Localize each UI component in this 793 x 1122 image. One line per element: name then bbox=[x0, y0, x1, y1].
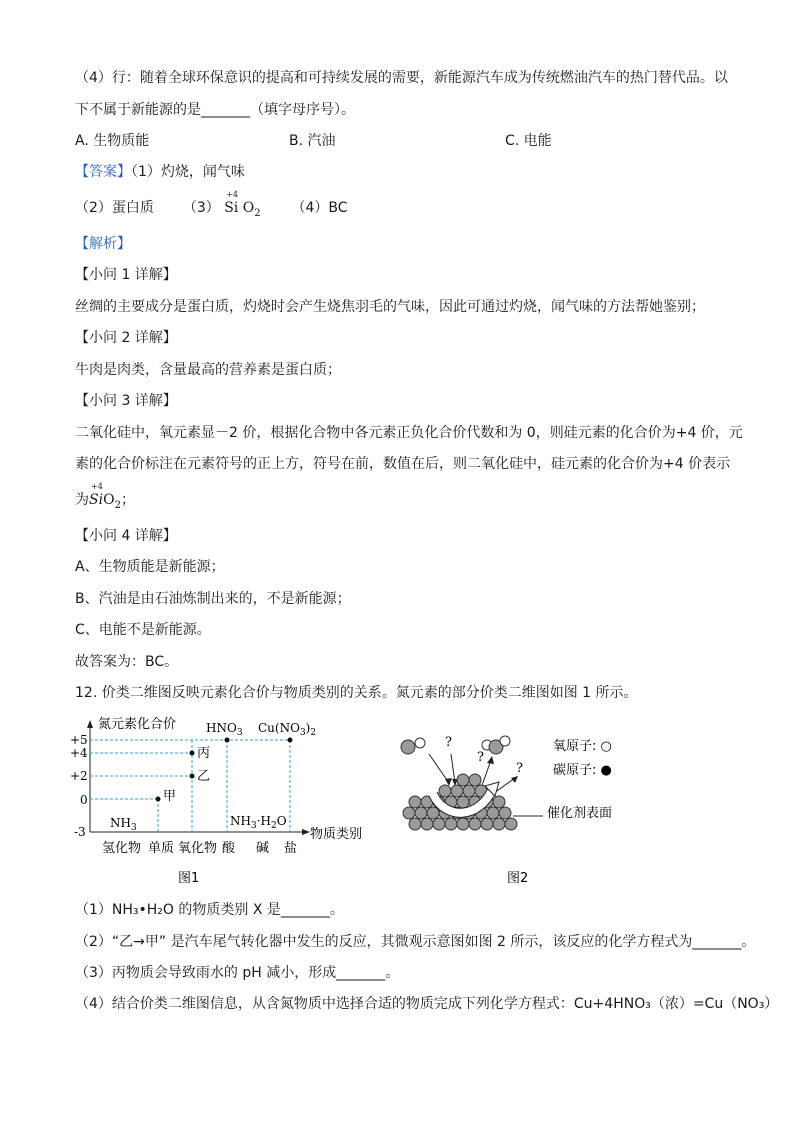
para-4-a: A、生物质能是新能源； bbox=[75, 559, 225, 575]
para-3-line1: 二氧化硅中，氧元素显－2 价，根据化合物中各元素正负化合价代数和为 0，则硅元素的化合价为+4 价，元 bbox=[75, 425, 743, 441]
tick-minus3: -3 bbox=[74, 825, 86, 839]
point-bing bbox=[190, 751, 195, 756]
q12-stem: 12. 价类二维图反映元素化合价与物质类别的关系。氮元素的部分价类二维图如图 1 所示。 bbox=[75, 685, 638, 701]
figure-2-caption: 图2 bbox=[507, 871, 529, 886]
point-yi bbox=[190, 774, 195, 779]
x-axis-label: 物质类别 bbox=[310, 827, 363, 842]
cat-base: 碱 bbox=[256, 841, 270, 856]
figure-1 bbox=[70, 712, 370, 887]
cat-salt: 盐 bbox=[284, 841, 298, 856]
answer-line-2 bbox=[75, 190, 348, 220]
point-jia bbox=[156, 797, 161, 802]
label-jia: 甲 bbox=[163, 789, 177, 804]
final-answer: 故答案为：BC。 bbox=[75, 654, 179, 670]
y-axis-label: 氮元素化合价 bbox=[98, 717, 177, 732]
label-cuno32: $Cu(NO_3)_2$ bbox=[258, 721, 317, 738]
answer-1: （1）灼烧，闻气味 bbox=[131, 164, 245, 180]
label-hno3: $HNO_3$ bbox=[206, 721, 243, 738]
tick-plus5: +5 bbox=[70, 733, 88, 747]
label-nh3h2o: $NH_3\cdot H_2O$ bbox=[230, 814, 287, 831]
option-c: C. 电能 bbox=[505, 133, 552, 149]
cat-element: 单质 bbox=[148, 841, 175, 856]
answer-3-prefix: （3） bbox=[182, 200, 220, 216]
para-3-line2: 素的化合价标注在元素符号的正上方，符号在前，数值在后，则二氧化硅中，硅元素的化合价为+4 价表示 bbox=[75, 456, 731, 472]
answer-2: （2）蛋白质 bbox=[75, 200, 154, 216]
cat-acid: 酸 bbox=[222, 841, 236, 856]
point-cuno32 bbox=[288, 738, 293, 743]
figure-1-caption: 图1 bbox=[178, 871, 200, 886]
tick-plus4: +4 bbox=[70, 746, 88, 760]
q12-sub4: （4）结合价类二维图信息，从含氮物质中选择合适的物质完成下列化学方程式：Cu+4HNO₃（浓）=Cu（NO₃） bbox=[75, 996, 779, 1012]
para-4-c: C、电能不是新能源。 bbox=[75, 622, 211, 638]
sio2-formula: +4 Si $O_2$ bbox=[224, 190, 261, 219]
cat-oxide: 氧化物 bbox=[178, 841, 218, 856]
q11-part4-line1: （4）行：随着全球环保意识的提高和可持续发展的需要，新能源汽车成为传统燃油汽车的热门替代品。以 bbox=[75, 70, 728, 86]
heading-1: 【小问 1 详解】 bbox=[75, 267, 177, 283]
carbon-atom bbox=[401, 740, 415, 754]
q12-sub1: （1）NH₃•H₂O 的物质类别 X 是_______。 bbox=[75, 902, 344, 918]
tick-0: 0 bbox=[80, 793, 88, 807]
answer-tag: 【答案】 bbox=[75, 164, 131, 180]
sio2-formula-2: +4 Si bbox=[89, 482, 104, 508]
para-2: 牛肉是肉类，含量最高的营养素是蛋白质； bbox=[75, 362, 341, 378]
option-b: B. 汽油 bbox=[289, 133, 336, 149]
option-a: A. 生物质能 bbox=[75, 133, 150, 149]
heading-3: 【小问 3 详解】 bbox=[75, 393, 177, 409]
tick-plus2: +2 bbox=[70, 769, 88, 783]
oxygen-atom bbox=[415, 738, 425, 748]
heading-2: 【小问 2 详解】 bbox=[75, 330, 177, 346]
cat-hydride: 氢化物 bbox=[102, 841, 142, 856]
para-3-line3: 为 +4 SiO$_2$； bbox=[75, 482, 135, 511]
figure-2 bbox=[395, 728, 635, 886]
catalyst-label: 催化剂表面 bbox=[547, 806, 613, 821]
label-nh3: $NH_3$ bbox=[110, 816, 137, 833]
oxygen-atom bbox=[500, 736, 510, 746]
answer-line bbox=[75, 162, 245, 182]
point-hno3 bbox=[225, 738, 230, 743]
question-2: ? bbox=[477, 750, 484, 765]
q11-part4-line2: 下不属于新能源的是_______（填字母序号）。 bbox=[75, 102, 355, 118]
para-1: 丝绸的主要成分是蛋白质，灼烧时会产生烧焦羽毛的气味，因此可通过灼烧，闻气味的方法帮她鉴别； bbox=[75, 299, 705, 315]
oxidation-state: +4 bbox=[226, 190, 238, 199]
question-1: ? bbox=[445, 735, 452, 750]
heading-4: 【小问 4 详解】 bbox=[75, 528, 177, 544]
q12-sub3: （3）丙物质会导致雨水的 pH 减小，形成_______。 bbox=[75, 965, 400, 981]
q12-sub2: （2）“乙→甲” 是汽车尾气转化器中发生的反应，其微观示意图如图 2 所示，该反应的化学方程式为_______。 bbox=[75, 934, 756, 950]
para-4-b: B、汽油是由石油炼制出来的，不是新能源； bbox=[75, 591, 351, 607]
analysis-tag: 【解析】 bbox=[75, 236, 131, 252]
legend-oxygen: 氧原子: ○ bbox=[553, 739, 612, 754]
catalyst-surface bbox=[403, 774, 517, 830]
question-3: ? bbox=[516, 761, 523, 776]
label-bing: 丙 bbox=[197, 746, 211, 761]
legend-carbon: 碳原子: ● bbox=[553, 763, 612, 778]
label-yi: 乙 bbox=[197, 769, 211, 784]
answer-4: （4）BC bbox=[291, 200, 348, 216]
